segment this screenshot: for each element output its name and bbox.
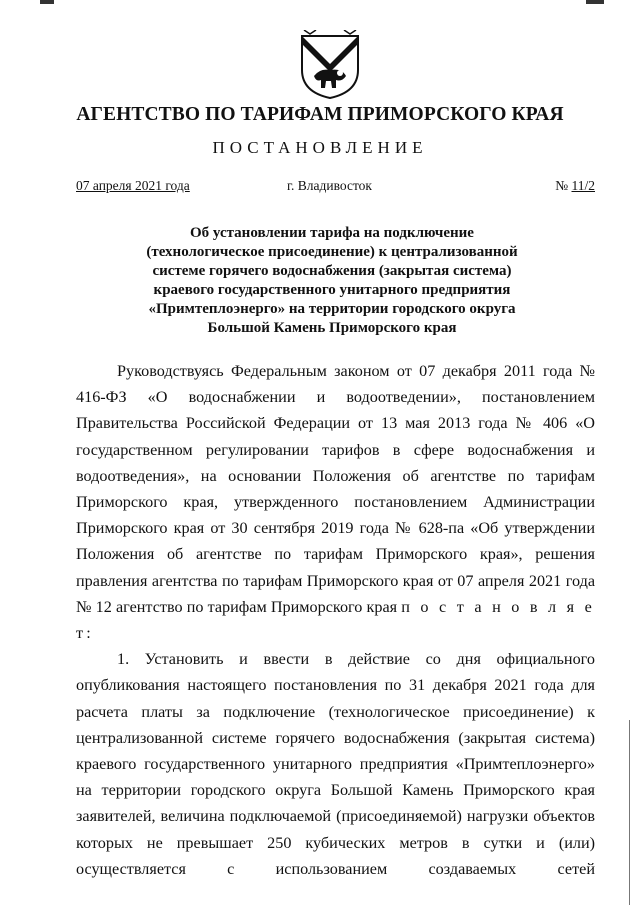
document-date: 07 апреля 2021 года	[76, 178, 190, 193]
clause-1-paragraph: 1. Установить и ввести в действие со дня официального опубликования настоящего постановления по 31 декабря 2021 года для расчета платы за подключение (технологическое присоединение) к централизованной системе горячего водоснабжения (закрытая система) краевого государственного унитарного предприятия «Примтеплоэнерго» на территории городского округа Большой Камень Приморского края заявителей, величина подключаемой (присоединяемой) нагрузки объектов которых не превышает 250 кубических метров в сутки и (или) осуществляется с использованием создаваемых сетей	[76, 650, 595, 878]
title-line: (технологическое присоединение) к централизованной	[146, 244, 518, 260]
preamble-text: Руководствуясь Федеральным законом от 07 декабря 2011 года № 416-ФЗ «О водоснабжении и водоотведении», постановлением Правительства Российской Федерации от 13 мая 2013 года № 406 «О государственном регулировании тарифов в сфере водоснабжения и водоотведения», на основании Положения об агентстве по тарифам Приморского края, утвержденного постановлением Администрации Приморского края от 30 сентября 2019 года № 628-па «Об утверждении Положения об агентстве по тарифам Приморского края», решения правления агентства по тарифам Приморского края от 07 апреля 2021 года № 12 агентство по тарифам Приморского края	[76, 362, 595, 616]
document-title	[110, 224, 554, 338]
agency-name: АГЕНТСТВО ПО ТАРИФАМ ПРИМОРСКОГО КРАЯ	[76, 104, 564, 125]
scan-edge-mark-right	[586, 0, 604, 4]
title-line: Большой Камень Приморского края	[207, 320, 457, 336]
document-city: г. Владивосток	[287, 178, 372, 193]
document-body	[76, 358, 595, 882]
title-line: краевого государственного унитарного предприятия	[153, 282, 511, 298]
number-prefix: №	[555, 178, 572, 193]
number-value: 11/2	[571, 178, 595, 193]
scan-edge-line	[629, 720, 630, 905]
preamble-paragraph	[76, 358, 595, 646]
title-line: «Примтеплоэнерго» на территории городского округа	[148, 301, 516, 317]
resolves-word: п о с т а н о в л я е т:	[76, 597, 596, 643]
document-number	[555, 178, 595, 194]
primorsky-coat-of-arms-icon	[296, 30, 364, 100]
title-line: Об установлении тарифа на подключение	[190, 225, 474, 241]
document-type: ПОСТАНОВЛЕНИЕ	[212, 138, 428, 157]
title-line: системе горячего водоснабжения (закрытая система)	[152, 263, 512, 279]
scan-edge-mark-left	[40, 0, 54, 4]
